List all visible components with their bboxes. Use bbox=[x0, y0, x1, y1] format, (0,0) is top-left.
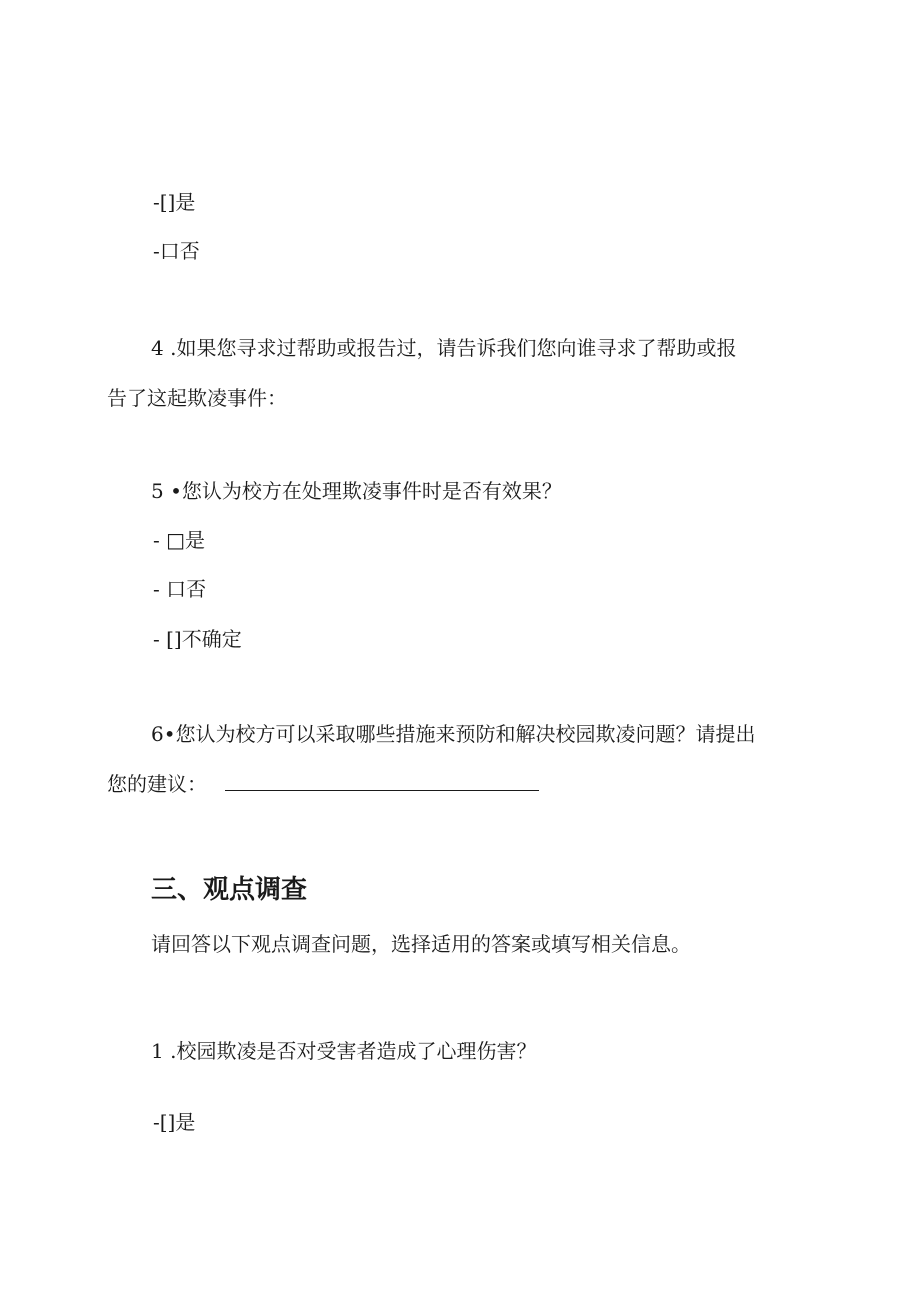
question-4-line-1: 4 .如果您寻求过帮助或报告过，请告诉我们您向谁寻求了帮助或报 bbox=[151, 336, 737, 360]
section-intro: 请回答以下观点调查问题，选择适用的答案或填写相关信息。 bbox=[151, 932, 691, 956]
section-title: 三、观点调查 bbox=[151, 875, 308, 905]
section3-question-1: 1 .校园欺凌是否对受害者造成了心理伤害？ bbox=[151, 1039, 537, 1063]
q5-option-no[interactable]: - 口否 bbox=[153, 577, 207, 601]
question-6-line-2 bbox=[107, 770, 539, 798]
question-4-line-2: 告了这起欺凌事件： bbox=[107, 386, 287, 410]
q5-option-unsure[interactable]: - []不确定 bbox=[153, 627, 242, 651]
section3-q1-option-yes[interactable]: -[]是 bbox=[153, 1110, 196, 1134]
suggestion-label: 您的建议： bbox=[107, 772, 207, 796]
suggestion-input-blank[interactable] bbox=[225, 770, 539, 791]
question-5: 5 •您认为校方在处理欺凌事件时是否有效果？ bbox=[151, 479, 562, 503]
option-yes[interactable]: -[]是 bbox=[153, 190, 196, 214]
option-no[interactable]: -口否 bbox=[153, 239, 200, 263]
question-6-line-1: 6•您认为校方可以采取哪些措施来预防和解决校园欺凌问题？请提出 bbox=[151, 722, 756, 746]
q5-option-yes[interactable]: - □是 bbox=[153, 528, 206, 552]
